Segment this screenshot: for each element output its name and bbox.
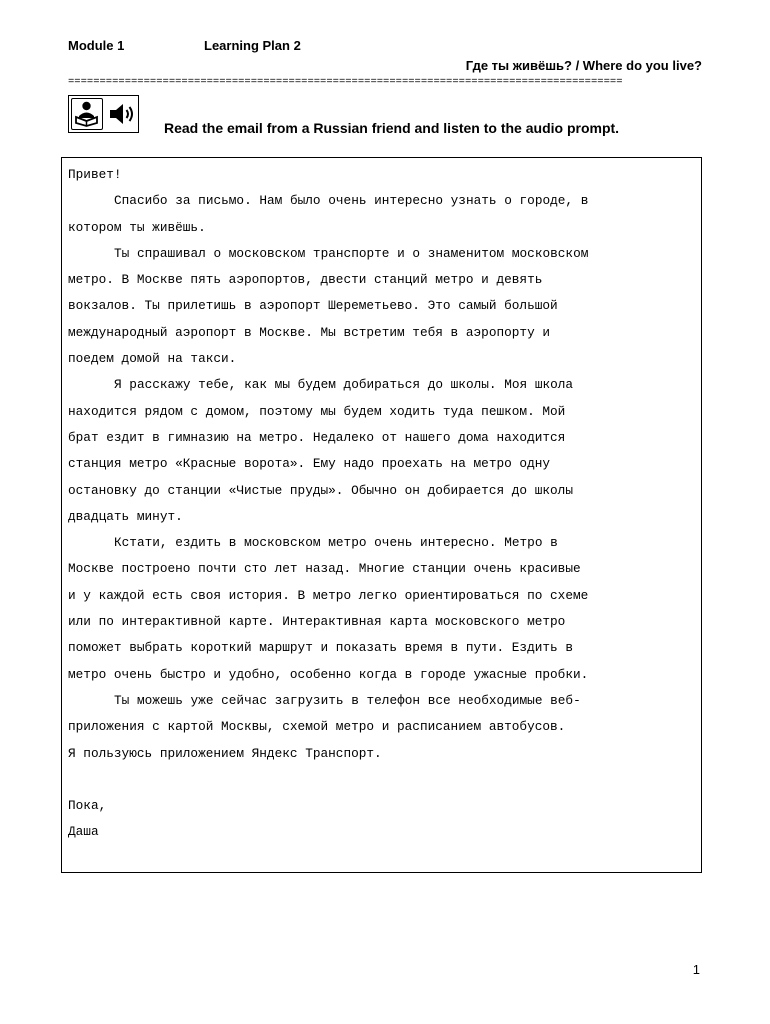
letter-line: поможет выбрать короткий маршрут и показать время в пути. Ездить в (68, 640, 573, 656)
letter-line: международный аэропорт в Москве. Мы встретим тебя в аэропорту и (68, 324, 551, 340)
letter-line: Я расскажу тебе, как мы будем добираться до школы. Моя школа (114, 377, 574, 393)
letter-line: поедем домой на такси. (68, 351, 237, 367)
instruction-text: Read the email from a Russian friend and listen to the audio prompt. (164, 120, 620, 136)
divider-rule: ======================================================================================== (68, 76, 623, 88)
letter-line: приложения с картой Москвы, схемой метро и расписанием автобусов. (68, 719, 566, 735)
letter-line: метро очень быстро и удобно, особенно когда в городе ужасные пробки. (68, 666, 589, 682)
letter-line: вокзалов. Ты прилетишь в аэропорт Шереметьево. Это самый большой (68, 298, 558, 314)
module-label: Module 1 (68, 38, 125, 53)
letter-line: двадцать минут. (68, 508, 183, 524)
letter-line: Москве построено почти сто лет назад. Многие станции очень красивые (68, 561, 581, 577)
letter-line: метро. В Москве пять аэропортов, двести станций метро и девять (68, 272, 543, 288)
letter-line: Я пользуюсь приложением Яндекс Транспорт. (68, 745, 382, 761)
page-number: 1 (692, 962, 700, 977)
page-title: Где ты живёшь? / Where do you live? (465, 58, 702, 73)
speaker-icon[interactable] (107, 99, 137, 129)
letter-line: станция метро «Красные ворота». Ему надо проехать на метро одну (68, 456, 551, 472)
letter-line: и у каждой есть своя история. В метро легко ориентироваться по схеме (68, 587, 589, 603)
letter-line: Спасибо за письмо. Нам было очень интересно узнать о городе, в (114, 193, 589, 209)
activity-icons (68, 95, 139, 133)
letter-line: брат ездит в гимназию на метро. Недалеко от нашего дома находится (68, 429, 566, 445)
letter-line: Ты можешь уже сейчас загрузить в телефон все необходимые веб- (114, 692, 581, 708)
letter-line: Привет! (68, 167, 122, 182)
letter-line: Кстати, ездить в московском метро очень интересно. Метро в (114, 535, 558, 551)
letter-line-blank (68, 767, 690, 793)
reader-icon (71, 98, 103, 130)
letter-line: Пока, (68, 798, 107, 814)
learning-plan-label: Learning Plan 2 (204, 38, 301, 53)
letter-line: или по интерактивной карте. Интерактивная карта московского метро (68, 614, 566, 630)
letter-line: Ты спрашивал о московском транспорте и о знаменитом московском (114, 245, 589, 261)
letter-line: котором ты живёшь. (68, 219, 206, 235)
letter-line: Даша (68, 824, 99, 840)
letter-line: остановку до станции «Чистые пруды». Обычно он добирается до школы (68, 482, 573, 498)
letter-line: находится рядом с домом, поэтому мы будем ходить туда пешком. Мой (68, 403, 566, 419)
email-body (68, 162, 690, 846)
